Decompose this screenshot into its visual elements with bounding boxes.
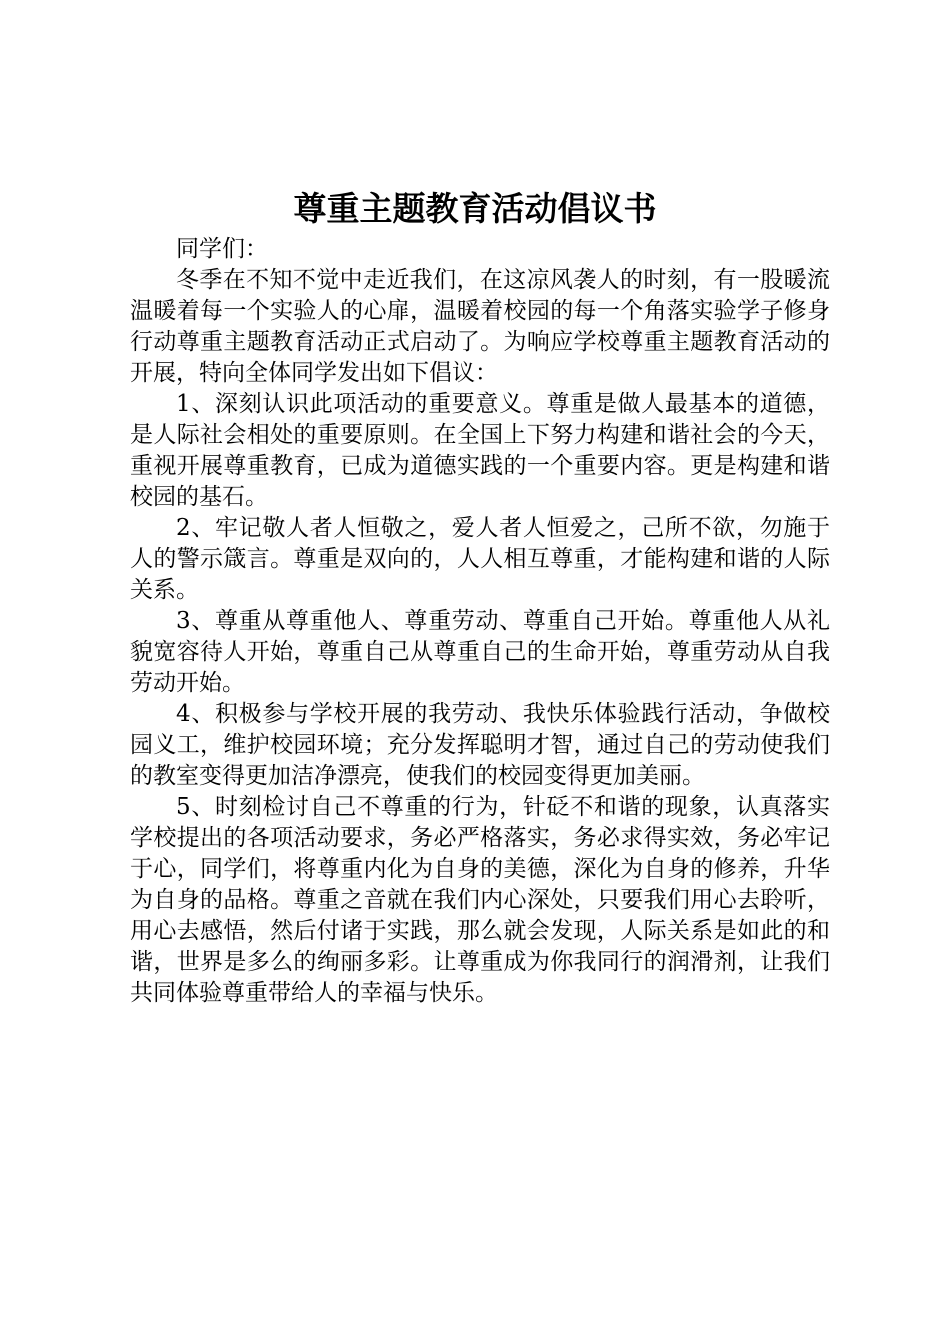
paragraph-item-3: 3、尊重从尊重他人、尊重劳动、尊重自己开始。尊重他人从礼貌宽容待人开始，尊重自己从尊重自己的生命开始，尊重劳动从自我劳动开始。 [130, 608, 830, 696]
document-title: 尊重主题教育活动倡议书 [293, 189, 657, 228]
document-body [130, 234, 830, 1009]
paragraph-item-1: 1、深刻认识此项活动的重要意义。尊重是做人最基本的道德，是人际社会相处的重要原则。在全国上下努力构建和谐社会的今天，重视开展尊重教育，已成为道德实践的一个重要内容。更是构建和谐校园的基石。 [130, 391, 830, 510]
paragraph-item-2: 2、牢记敬人者人恒敬之，爱人者人恒爱之，己所不欲，勿施于人的警示箴言。尊重是双向的，人人相互尊重，才能构建和谐的人际关系。 [130, 515, 830, 603]
paragraph-intro: 冬季在不知不觉中走近我们，在这凉风袭人的时刻，有一股暖流温暖着每一个实验人的心扉，温暖着校园的每一个角落实验学子修身行动尊重主题教育活动正式启动了。为响应学校尊重主题教育活动的开展，特向全体同学发出如下倡议： [130, 267, 830, 386]
salutation: 同学们： [176, 236, 268, 262]
paragraph-item-5: 5、时刻检讨自己不尊重的行为，针砭不和谐的现象，认真落实学校提出的各项活动要求，务必严格落实，务必求得实效，务必牢记于心，同学们，将尊重内化为自身的美德，深化为自身的修养，升华为自身的品格。尊重之音就在我们内心深处，只要我们用心去聆听，用心去感悟，然后付诸于实践，那么就会发现，人际关系是如此的和谐，世界是多么的绚丽多彩。让尊重成为你我同行的润滑剂，让我们共同体验尊重带给人的幸福与快乐。 [130, 794, 830, 1006]
paragraph-item-4: 4、积极参与学校开展的我劳动、我快乐体验践行活动，争做校园义工，维护校园环境；充分发挥聪明才智，通过自己的劳动使我们的教室变得更加洁净漂亮，使我们的校园变得更加美丽。 [130, 701, 830, 789]
